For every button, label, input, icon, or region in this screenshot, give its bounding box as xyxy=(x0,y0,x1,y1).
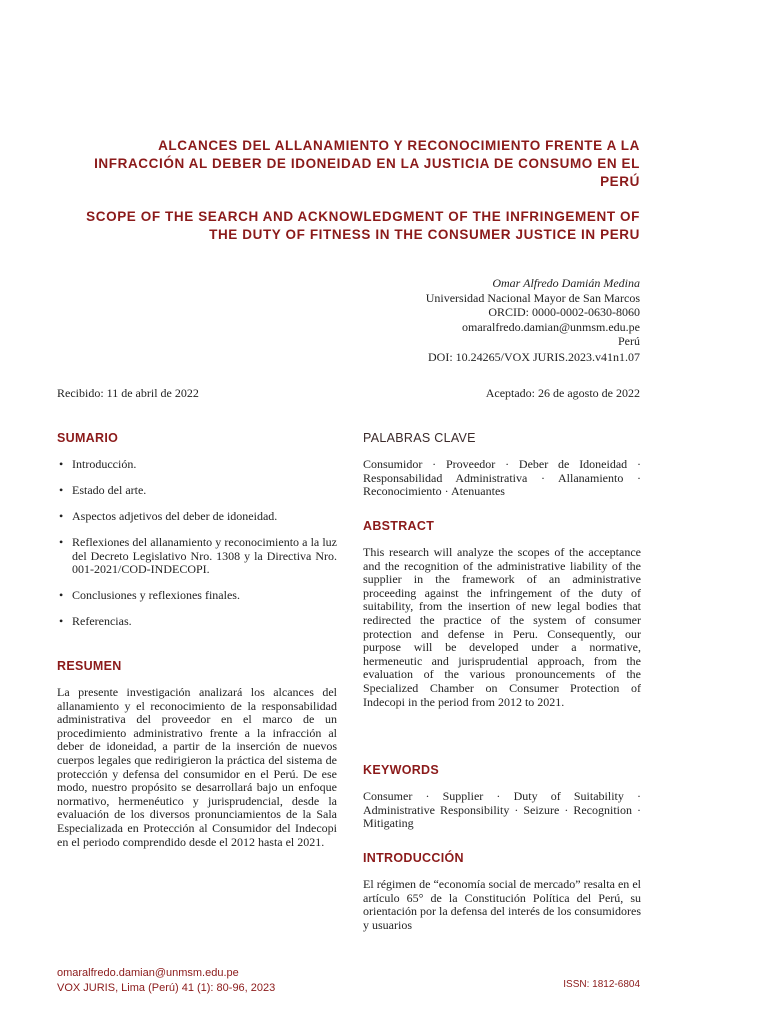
author-affiliation: Universidad Nacional Mayor de San Marcos xyxy=(425,290,640,305)
introduccion-text: El régimen de “economía social de mercado” resalta en el artículo 65° de la Constitución Política del Perú, su orientación por la defensa del interés de los consumidores y usuarios xyxy=(363,877,641,932)
accepted-date: Aceptado: 26 de agosto de 2022 xyxy=(485,386,640,400)
sumario-list xyxy=(57,458,337,641)
received-date: Recibido: 11 de abril de 2022 xyxy=(57,386,199,400)
list-item: • Conclusiones y reflexiones finales. xyxy=(57,589,337,603)
author-orcid: ORCID: 0000-0002-0630-8060 xyxy=(488,305,640,319)
author-name: Omar Alfredo Damián Medina xyxy=(492,276,640,290)
list-item: • Estado del arte. xyxy=(57,484,337,498)
keywords-heading: KEYWORDS xyxy=(363,763,440,777)
doi[interactable]: DOI: 10.24265/VOX JURIS.2023.v41n1.07 xyxy=(427,350,640,364)
resumen-heading: RESUMEN xyxy=(57,659,122,673)
title-spanish: ALCANCES DEL ALLANAMIENTO Y RECONOCIMIENTO FRENTE A LA INFRACCIÓN AL DEBER DE IDONEIDAD EN LA JUSTICIA DE CONSUMO EN EL PERÚ xyxy=(94,138,640,189)
title-english: SCOPE OF THE SEARCH AND ACKNOWLEDGMENT OF THE INFRINGEMENT OF THE DUTY OF FITNESS IN THE CONSUMER JUSTICE IN PERU xyxy=(86,209,640,242)
abstract-heading: ABSTRACT xyxy=(363,519,435,533)
list-item: • Aspectos adjetivos del deber de idoneidad. xyxy=(57,510,337,524)
list-item: • Introducción. xyxy=(57,458,337,472)
sumario-heading: SUMARIO xyxy=(57,431,119,445)
footer-email[interactable]: omaralfredo.damian@unmsm.edu.pe xyxy=(57,967,239,979)
palabras-clave-text: Consumidor · Proveedor · Deber de Idoneidad · Responsabilidad Administrativa · Allanamiento · Reconocimiento · Atenuantes xyxy=(363,457,641,499)
abstract-text: This research will analyze the scopes of the acceptance and the recognition of the administrative liability of the supplier in the framework of an administrative proceeding against the infringement of the duty of suitability, from the insertion of new legal bodies that redirected the practice of the system of consumer protection and defense in Peru. Consequently, our purpose will be developed under a normative, hermeneutic and jurisprudential approach, from the evaluation of the various pronouncements of the Specialized Chamber on Consumer Protection of Indecopi in the period from 2012 to 2021. xyxy=(363,545,641,709)
list-item: • Reflexiones del allanamiento y reconocimiento a la luz del Decreto Legislativo Nro. 1308 y la Directiva Nro. 001-2021/COD-INDECOPI. xyxy=(57,536,337,577)
author-email[interactable]: omaralfredo.damian@unmsm.edu.pe xyxy=(462,319,640,334)
footer-issn: ISSN: 1812-6804 xyxy=(563,979,640,990)
palabras-clave-heading: PALABRAS CLAVE xyxy=(363,431,476,445)
footer-journal: VOX JURIS, Lima (Perú) 41 (1): 80-96, 2023 xyxy=(57,982,276,994)
author-country: Perú xyxy=(618,334,640,348)
author-block xyxy=(426,276,640,349)
keywords-text: Consumer · Supplier · Duty of Suitability · Administrative Responsibility · Seizure · Recognition · Mitigating xyxy=(363,789,641,831)
list-item: • Referencias. xyxy=(57,615,337,629)
resumen-text: La presente investigación analizará los alcances del allanamiento y el reconocimiento de la responsabilidad administrativa del proveedor en el marco de un procedimiento administrativo frente a la infracción al deber de idoneidad, a partir de la inserción de nuevos cuerpos legales que redirigieron la práctica del sistema de protección y defensa del consumidor en el Perú. De ese modo, nuestro propósito se desarrollará bajo un enfoque normativo, hermenéutico y jurisprudencial, desde la evaluación de los diversos pronunciamientos de la Sala Especializada en Protección al Consumidor del Indecopi en el periodo comprendido desde el 2012 hasta el 2021. xyxy=(57,685,337,849)
introduccion-heading: INTRODUCCIÓN xyxy=(363,851,464,865)
